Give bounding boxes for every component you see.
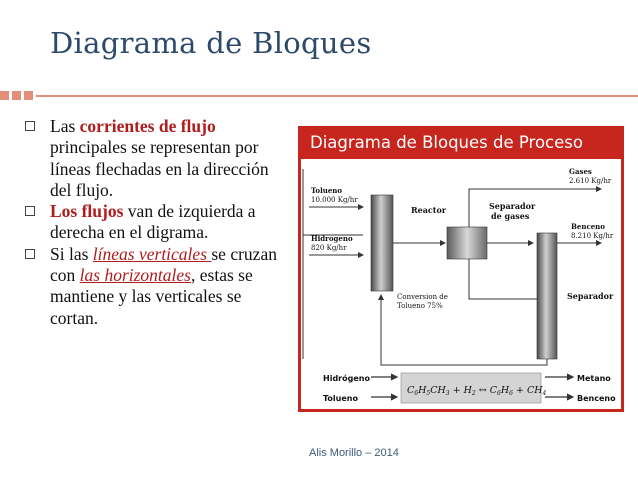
toluene-rate: 10.000 Kg/hr bbox=[311, 196, 358, 204]
reaction-equation: $C_6H_5CH_3 + H_2$ ↔ $C_6H_6 + CH_4$ bbox=[407, 385, 547, 397]
divider-square bbox=[24, 91, 33, 100]
legend-benzene: Benceno bbox=[577, 394, 616, 403]
bullet-emphasis: corrientes de flujo bbox=[79, 116, 216, 136]
gas-separator-block bbox=[447, 227, 487, 259]
bullet-square-icon bbox=[25, 121, 35, 131]
legend-toluene: Tolueno bbox=[323, 394, 358, 403]
block-diagram bbox=[301, 159, 621, 409]
title-divider bbox=[0, 91, 638, 100]
process-diagram-figure bbox=[298, 126, 624, 412]
hydrogen-rate: 820 Kg/hr bbox=[311, 244, 347, 252]
bullet-item bbox=[22, 116, 292, 201]
figure-header: Diagrama de Bloques de Proceso bbox=[310, 133, 583, 152]
bullet-text: , estas se mantiene y las verticales se cortan. bbox=[50, 265, 253, 328]
conversion-value: Tolueno 75% bbox=[397, 302, 443, 310]
slide-title: Diagrama de Bloques bbox=[50, 26, 372, 60]
divider-line bbox=[36, 95, 638, 97]
bullet-text: van de izquierda a derecha en el digrama. bbox=[50, 201, 256, 243]
gases-label: Gases bbox=[569, 167, 592, 176]
separator-label: Separador bbox=[567, 291, 614, 301]
legend-methane: Metano bbox=[577, 374, 611, 383]
bullet-item bbox=[22, 244, 292, 329]
bullet-emphasis: líneas verticales bbox=[92, 243, 212, 264]
bullet-square-icon bbox=[25, 206, 35, 216]
bullet-emphasis: las horizontales bbox=[79, 265, 191, 286]
gas-separator-label: de gases bbox=[491, 211, 530, 221]
gases-rate: 2.610 Kg/hr bbox=[569, 177, 612, 185]
conversion-label: Conversion de bbox=[397, 293, 448, 301]
bullet-text: Las bbox=[50, 116, 80, 136]
benzene-rate: 8.210 Kg/hr bbox=[571, 232, 614, 240]
separator-column bbox=[537, 233, 557, 359]
bullet-emphasis: Los flujos bbox=[50, 201, 124, 222]
bullet-list bbox=[22, 116, 292, 329]
bullet-square-icon bbox=[25, 249, 35, 259]
legend-hydrogen: Hidrógeno bbox=[323, 374, 370, 383]
hydrogen-label: Hidrogeno bbox=[311, 234, 353, 243]
divider-square bbox=[0, 91, 9, 100]
bypass-line bbox=[469, 259, 537, 299]
bullet-item bbox=[22, 201, 292, 244]
slide-footer: Alis Morillo – 2014 bbox=[309, 447, 399, 459]
toluene-label: Tolueno bbox=[311, 186, 343, 195]
bullet-text: Si las bbox=[50, 243, 93, 264]
figure-body bbox=[301, 159, 621, 409]
benzene-label: Benceno bbox=[571, 222, 605, 231]
divider-square bbox=[12, 91, 21, 100]
bullet-text: principales se representan por líneas flechadas en la dirección del flujo. bbox=[50, 137, 269, 200]
reactor-label: Reactor bbox=[411, 205, 447, 215]
reactor-vessel bbox=[371, 195, 393, 291]
gas-separator-label: Separador bbox=[489, 201, 536, 211]
bullet-text: se cruzan con bbox=[50, 243, 277, 286]
